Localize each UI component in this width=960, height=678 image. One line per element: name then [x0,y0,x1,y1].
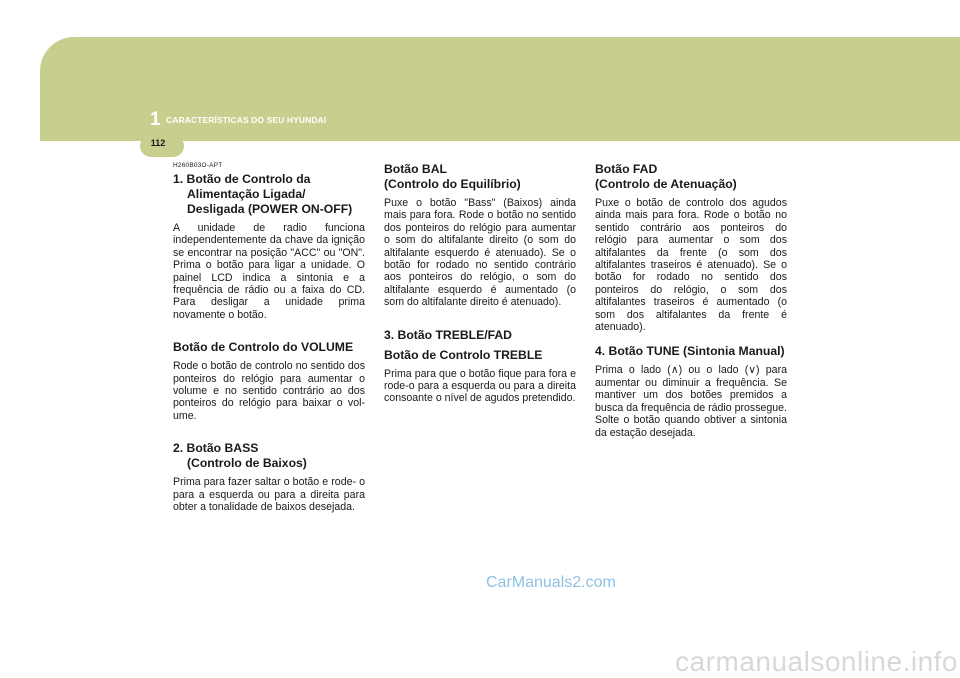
bass-heading [173,441,365,471]
power-heading-line2: Alimentação Ligada/ [187,187,306,201]
chapter-number: 1 [150,109,161,130]
fad-heading-line2: (Controlo de Atenuação) [595,177,737,191]
carmanuals-watermark: CarManuals2.com [486,574,616,591]
column-1 [173,162,365,525]
bal-heading-line2: (Controlo do Equilíbrio) [384,177,521,191]
volume-heading: Botão de Controlo do VOLUME [173,340,354,355]
tune-text: Prima o lado (∧) ou o lado (∨) para aumentar ou diminuir a frequência. Se mantiver um dos botões premidos a busca da frequência de rádio prossegue. Solte o botão quando obtiver a sintonia da estação desejada. [595,364,787,439]
fad-text: Puxe o botão de controlo dos agudos ainda mais para fora. Rode o botão no sentido contrário aos ponteiros do relógio para aumentar o som dos altifalantes da frente (o som dos altifalantes traseiros é atenuado). Se o botão for rodado no sentido dos ponteiros do relógio, o som dos altifalantes traseiros é aumentado (o som dos altifalantes da frente é atenuado). [595,197,787,334]
bal-heading-line1: Botão BAL [384,162,447,176]
bass-heading-line2: (Controlo de Baixos) [187,456,307,471]
bal-heading [384,162,576,192]
column-2 [384,162,576,416]
power-heading-line3: Desligada (POWER ON-OFF) [187,202,353,216]
treble-heading: Botão de Controlo TREBLE [384,347,543,362]
chapter-title: CARACTERÍSTICAS DO SEU HYUNDAI [166,115,327,125]
bal-text: Puxe o botão "Bass" (Baixos) ainda mais para fora. Rode o botão no sentido dos ponteiros do relógio para aumentar o som do altifalante direito (o som do altifalante esquerdo é atenuado). Se o botão for rodado no sentido contrário aos ponteiros do relógio, o som do altifalante esquerdo é aumentado (o som do altifalante direito é atenuado). [384,197,576,309]
power-button-heading [173,172,365,217]
bass-text: Prima para fazer saltar o botão e rode- o para a esquerda ou para a direita para obter a tonalidade de baixos desejada. [173,476,365,514]
section-code: H260B03O-APT [173,162,223,169]
treble-fad-heading: 3. Botão TREBLE/FAD [384,327,512,342]
power-button-text: A unidade de radio funciona independentemente da chave da ignição se encontrar na posição "ACC" ou "ON". Prima o botão para ligar a unidade. O painel LCD indica a sintonia e a frequência de rádio ou a faixa do CD. Para desligar a unidade prima novamente o botão. [173,222,365,321]
power-heading-line1: 1. Botão de Controlo da [173,172,311,186]
treble-text: Prima para que o botão fique para fora e rode-o para a esquerda ou para a direita consoante o nível de agudos pretendido. [384,367,576,405]
page-number: 112 [150,138,166,148]
tune-heading: 4. Botão TUNE (Sintonia Manual) [595,344,785,359]
bass-heading-line1: 2. Botão BASS [173,441,259,456]
fad-heading-line1: Botão FAD [595,162,658,176]
volume-text: Rode o botão de controlo no sentido dos ponteiros do relógio para aumentar o volume e no sentido contrário ao dos ponteiros do relógio para baixar o vol- ume. [173,360,365,422]
fad-heading [595,162,787,192]
header-band [40,37,960,141]
column-3 [595,162,787,450]
footer-watermark: carmanualsonline.info [675,646,958,677]
